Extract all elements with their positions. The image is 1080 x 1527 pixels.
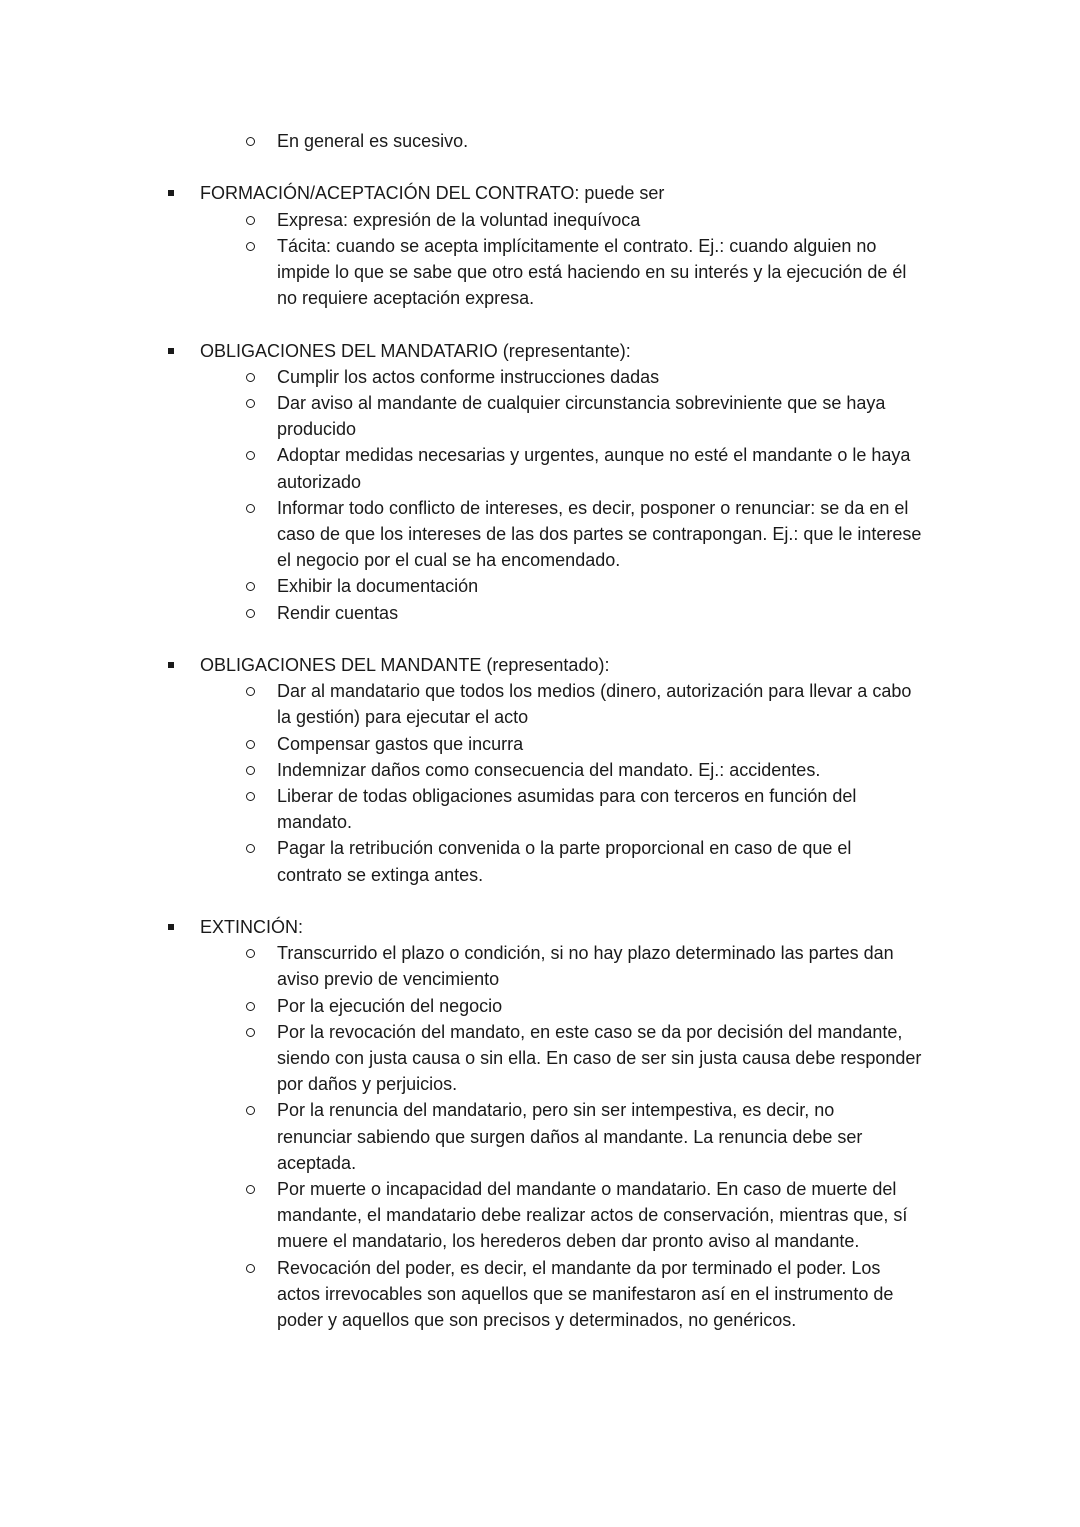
list-item-line: el negocio por el cual se ha encomendado. <box>277 550 621 571</box>
list-item-line: producido <box>277 419 357 440</box>
hollow-circle-bullet-icon <box>246 1028 255 1037</box>
hollow-circle-bullet-icon <box>246 844 255 853</box>
square-bullet-icon <box>168 924 174 930</box>
list-item-line: Por muerte o incapacidad del mandante o mandatario. En caso de muerte del <box>277 1179 897 1199</box>
list-item-line: contrato se extinga antes. <box>277 864 484 885</box>
list-item-line: por daños y perjuicios. <box>277 1074 458 1095</box>
list-item-line: Por la ejecución del negocio <box>277 995 503 1016</box>
hollow-circle-bullet-icon <box>246 399 255 408</box>
list-item-line: aceptada. <box>277 1152 357 1173</box>
hollow-circle-bullet-icon <box>246 451 255 460</box>
square-bullet-icon <box>168 662 174 668</box>
hollow-circle-bullet-icon <box>246 373 255 382</box>
hollow-circle-bullet-icon <box>246 1185 255 1194</box>
list-item-line: Liberar de todas obligaciones asumidas para con terceros en función del <box>277 786 857 806</box>
list-item-line: En general es sucesivo. <box>277 131 469 151</box>
list-item-line: Dar aviso al mandante de cualquier circunstancia sobreviniente que se haya <box>277 393 886 413</box>
hollow-circle-bullet-icon <box>246 137 255 146</box>
list-item-line: siendo con justa causa o sin ella. En caso de ser sin justa causa debe responder <box>277 1048 922 1068</box>
list-item-line: Revocación del poder, es decir, el mandante da por terminado el poder. Los <box>277 1257 881 1278</box>
hollow-circle-bullet-icon <box>246 216 255 225</box>
hollow-circle-bullet-icon <box>246 949 255 958</box>
section-heading: OBLIGACIONES DEL MANDATARIO (representante): <box>200 340 631 361</box>
hollow-circle-bullet-icon <box>246 1106 255 1115</box>
hollow-circle-bullet-icon <box>246 242 255 251</box>
square-bullet-icon <box>168 348 174 354</box>
list-item-line: no requiere aceptación expresa. <box>277 288 535 309</box>
list-item-line: Exhibir la documentación <box>277 576 479 597</box>
list-item-line: la gestión) para ejecutar el acto <box>277 707 529 728</box>
list-item-line: mandante, el mandatario debe realizar actos de conservación, mientras que, sí <box>277 1205 908 1226</box>
list-item-line: Adoptar medidas necesarias y urgentes, aunque no esté el mandante o le haya <box>277 445 911 466</box>
section-heading: OBLIGACIONES DEL MANDANTE (representado): <box>200 655 610 675</box>
list-item-line: Informar todo conflicto de intereses, es decir, posponer o renunciar: se da en el <box>277 497 909 518</box>
list-item-line: Dar al mandatario que todos los medios (dinero, autorización para llevar a cabo <box>277 681 912 702</box>
list-item-line: Expresa: expresión de la voluntad inequívoca <box>277 209 641 230</box>
list-item-line: Tácita: cuando se acepta implícitamente el contrato. Ej.: cuando alguien no <box>277 235 877 256</box>
list-item-line: Por la revocación del mandato, en este caso se da por decisión del mandante, <box>277 1021 903 1042</box>
list-item-line: caso de que los intereses de las dos partes se contrapongan. Ej.: que le interese <box>277 524 922 544</box>
list-item-line: Por la renuncia del mandatario, pero sin ser intempestiva, es decir, no <box>277 1100 835 1121</box>
list-item-line: aviso previo de vencimiento <box>277 969 500 990</box>
section-heading: EXTINCIÓN: <box>200 917 304 937</box>
list-item-line: actos irrevocables son aquellos que se manifestaron así en el instrumento de <box>277 1283 894 1304</box>
list-item-line: autorizado <box>277 471 362 492</box>
hollow-circle-bullet-icon <box>246 582 255 591</box>
section-heading: FORMACIÓN/ACEPTACIÓN DEL CONTRATO: puede ser <box>200 183 665 204</box>
hollow-circle-bullet-icon <box>246 740 255 749</box>
list-item-line: Pagar la retribución convenida o la parte proporcional en caso de que el <box>277 838 852 859</box>
hollow-circle-bullet-icon <box>246 1002 255 1011</box>
list-item-line: mandato. <box>277 812 353 833</box>
square-bullet-icon <box>168 190 174 196</box>
hollow-circle-bullet-icon <box>246 687 255 696</box>
list-item-line: Compensar gastos que incurra <box>277 733 524 754</box>
hollow-circle-bullet-icon <box>246 792 255 801</box>
list-item-line: Indemnizar daños como consecuencia del mandato. Ej.: accidentes. <box>277 759 821 780</box>
list-item-line: muere el mandatario, los herederos deben dar pronto aviso al mandante. <box>277 1231 860 1252</box>
list-item-line: Transcurrido el plazo o condición, si no hay plazo determinado las partes dan <box>277 943 894 964</box>
list-item-line: Rendir cuentas <box>277 602 399 623</box>
list-item-line: Cumplir los actos conforme instrucciones dadas <box>277 366 660 387</box>
hollow-circle-bullet-icon <box>246 609 255 618</box>
list-item-line: poder y aquellos que son precisos y determinados, no genéricos. <box>277 1310 797 1330</box>
hollow-circle-bullet-icon <box>246 504 255 513</box>
list-item-line: impide lo que se sabe que otro está haciendo en su interés y la ejecución de él <box>277 262 907 282</box>
list-item-line: renunciar sabiendo que surgen daños al mandante. La renuncia debe ser <box>277 1126 863 1147</box>
hollow-circle-bullet-icon <box>246 1264 255 1273</box>
hollow-circle-bullet-icon <box>246 766 255 775</box>
